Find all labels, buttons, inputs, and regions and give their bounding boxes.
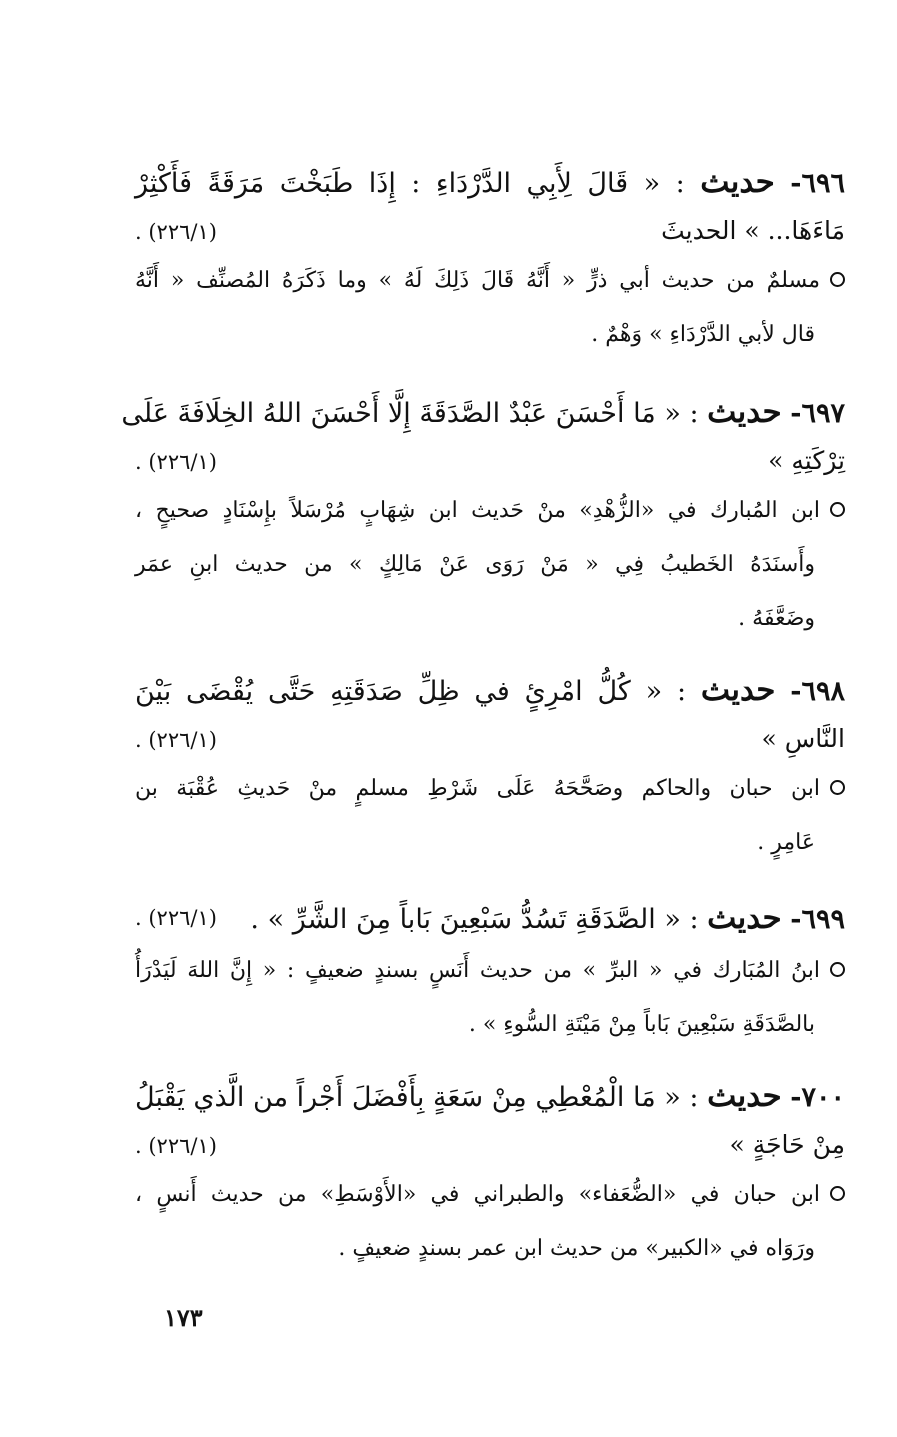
note-line: عَامِرٍ . <box>757 830 815 855</box>
circle-bullet-icon <box>830 962 845 977</box>
entry-keyword: حديث <box>700 672 776 708</box>
circle-bullet-icon <box>830 780 845 795</box>
hadith-entry-698 <box>135 664 845 870</box>
page-number: ١٧٣ <box>164 1303 203 1332</box>
note-line: وأَسنَدَهُ الخَطيبُ فِي « مَنْ رَوَى عَنْ مَالِكٍ » من حديث ابنِ عمَر <box>135 552 815 577</box>
entry-number: ٦٩٦- <box>790 168 845 199</box>
entry-heading-text: : « مَا الْمُعْطِي مِنْ سَعَةٍ بِأَفْضَلَ أَجْراً من الَّذي يَقْبَلُ <box>135 1082 699 1113</box>
entry-number: ٦٩٩- <box>790 904 845 935</box>
entry-continuation-line <box>135 208 845 254</box>
entry-continuation: النَّاسِ » <box>761 724 845 753</box>
hadith-entry-700 <box>135 1070 845 1276</box>
entry-reference: (٢٢٦/١) . <box>135 450 217 474</box>
entry-reference: (٢٢٦/١) . <box>135 906 217 930</box>
note-line: ابنُ المُبَارك في « البرِّ » من حديث أَنَسٍ بسندٍ ضعيفٍ : « إِنَّ اللهَ لَيَدْرَأُ <box>135 944 845 998</box>
entry-heading <box>135 1070 845 1122</box>
note-line: ابن المُبارك في «الزُّهْدِ» منْ حَديث ابن شِهَابٍ مُرْسَلاً بإِسْنَادٍ صحيحٍ ، <box>135 484 845 538</box>
entry-heading <box>135 664 845 716</box>
entry-heading-text: : « مَا أَحْسَنَ عَبْدٌ الصَّدَقَةَ إِلَّا أَحْسَنَ اللهُ الخِلَافَةَ عَلَى <box>121 398 699 429</box>
entry-keyword: حديث <box>707 1078 782 1114</box>
entry-continuation-line <box>135 1122 845 1168</box>
entry-reference: (٢٢٦/١) . <box>135 1134 217 1158</box>
entry-continuation: مَاءَهَا... » الحديثَ <box>661 216 845 245</box>
entry-reference: (٢٢٦/١) . <box>135 728 217 752</box>
note-line: ابن حبان والحاكم وصَحَّحَهُ عَلَى شَرْطِ مسلمٍ منْ حَديثِ عُقْبَة بن <box>135 762 845 816</box>
entry-number: ٦٩٧- <box>790 398 845 429</box>
note-line: مسلمٌ من حديث أبي ذرٍّ « أَنَّهُ قَالَ ذَلِكَ لَهُ » وما ذَكَرَهُ المُصنِّف « أَنَّهُ <box>135 254 845 308</box>
entry-continuation: مِنْ حَاجَةٍ » <box>729 1130 845 1159</box>
entry-number: ٧٠٠- <box>790 1082 846 1113</box>
note-line: وضَعَّفَهُ . <box>738 606 815 631</box>
entry-continuation-line <box>135 438 845 484</box>
entry-heading <box>135 892 845 944</box>
note-line: قال لأبي الدَّرْدَاءِ » وَهْمٌ . <box>591 322 815 347</box>
entry-reference: (٢٢٦/١) . <box>135 220 217 244</box>
entry-keyword: حديث <box>707 394 782 430</box>
hadith-entry-697 <box>121 386 845 646</box>
entry-number: ٦٩٨- <box>790 676 845 707</box>
entry-continuation: تِرْكَتِهِ » <box>768 446 845 475</box>
entry-heading-text: : « كُلُّ امْرِئٍ في ظِلِّ صَدَقَتِهِ حَتَّى يُقْضَى بَيْنَ <box>135 676 687 707</box>
note-line: بالصَّدَقَةِ سَبْعِينَ بَاباً مِنْ مَيْتَةِ السُّوءِ » . <box>468 1012 815 1037</box>
entry-continuation-line <box>135 716 845 762</box>
hadith-entry-696 <box>135 156 845 362</box>
entry-heading <box>135 156 845 208</box>
note-line: ورَوَاه في «الكبير» من حديث ابن عمر بسندٍ ضعيفٍ . <box>338 1236 815 1261</box>
entry-heading-text: : « قَالَ لِأَبِي الدَّرْدَاءِ : إِذَا طَبَخْتَ مَرَقَةً فَأَكْثِرْ <box>135 168 685 199</box>
note-line: ابن حبان في «الضُّعَفاء» والطبراني في «الأَوْسَطِ» من حديث أَنسٍ ، <box>135 1168 845 1222</box>
circle-bullet-icon <box>830 272 845 287</box>
circle-bullet-icon <box>830 502 845 517</box>
entry-heading <box>121 386 845 438</box>
circle-bullet-icon <box>830 1186 845 1201</box>
entry-heading-text: : « الصَّدَقَةِ تَسُدُّ سَبْعِينَ بَاباً مِنَ الشَّرِّ » . <box>250 904 699 935</box>
entry-keyword: حديث <box>707 900 782 936</box>
entry-keyword: حديث <box>700 164 775 200</box>
hadith-entry-699 <box>135 892 845 1052</box>
